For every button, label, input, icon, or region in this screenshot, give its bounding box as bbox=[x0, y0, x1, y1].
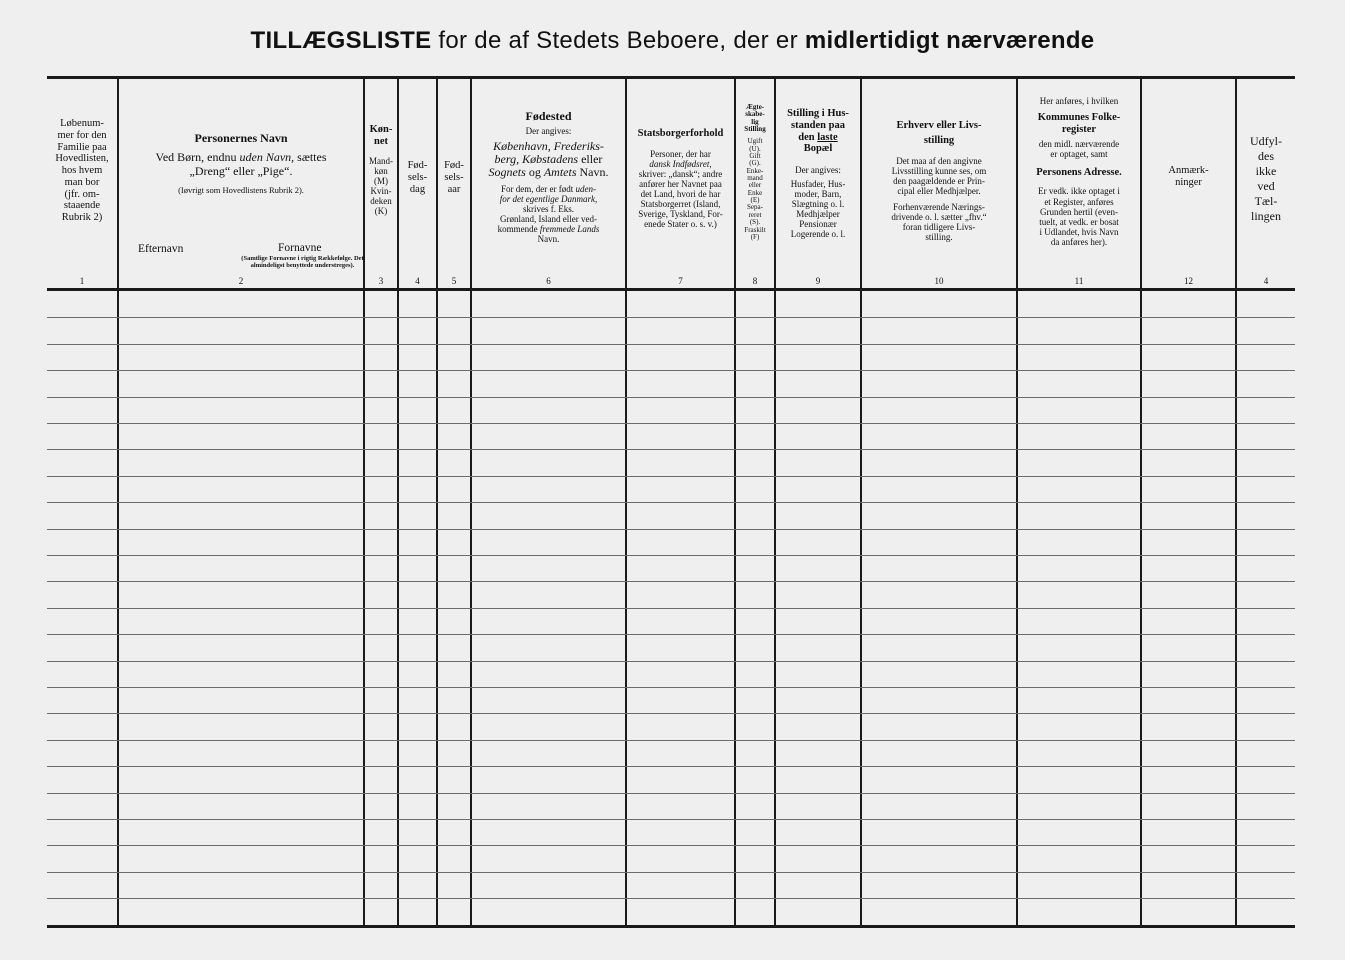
column-number: 8 bbox=[752, 276, 758, 286]
header-text: eller bbox=[581, 151, 603, 166]
header-line: staaende bbox=[63, 200, 101, 212]
row-line bbox=[47, 423, 1295, 424]
header-line: moder, Barn, bbox=[794, 189, 842, 200]
form-title bbox=[0, 27, 1345, 55]
top-rule bbox=[47, 76, 1295, 79]
header-heading: Køn- bbox=[369, 124, 393, 135]
header-line: Forhenværende Nærings- bbox=[893, 201, 985, 212]
header-heading: Fød- bbox=[444, 160, 464, 171]
row-line bbox=[47, 661, 1295, 662]
column-number: 7 bbox=[678, 276, 683, 286]
header-line: da anføres her). bbox=[1050, 236, 1108, 247]
header-text: uden Navn, bbox=[239, 150, 295, 165]
header-line: Grunden hertil (even- bbox=[1040, 206, 1118, 217]
header-not-filled bbox=[1237, 134, 1295, 324]
header-line: Løbenum- bbox=[60, 118, 104, 129]
header-birth-year bbox=[438, 160, 470, 350]
header-heading: Fødested bbox=[525, 110, 572, 123]
header-line: Ugift bbox=[747, 137, 763, 146]
header-heading: Statsborgerforhold bbox=[637, 128, 724, 139]
header-heading: Personens Adresse. bbox=[1036, 166, 1122, 178]
row-line bbox=[47, 476, 1295, 477]
header-line: deken bbox=[370, 195, 392, 206]
header-heading: Stilling bbox=[744, 125, 766, 134]
header-line: Pensionær bbox=[799, 219, 837, 230]
header-text: Der angives: bbox=[525, 126, 572, 137]
header-line: Enke bbox=[747, 188, 763, 197]
header-text: Navn. bbox=[579, 165, 609, 180]
header-line: Udfyl- bbox=[1250, 134, 1282, 148]
header-line: Livsstilling kunne ses, om bbox=[891, 165, 987, 176]
header-line: hos hvem bbox=[61, 165, 103, 176]
row-line bbox=[47, 687, 1295, 688]
header-household-position bbox=[776, 108, 860, 298]
header-citizenship bbox=[627, 128, 734, 318]
header-heading: Stilling i Hus- bbox=[787, 108, 849, 119]
header-line: køn bbox=[374, 165, 388, 176]
header-line: eller bbox=[748, 181, 762, 190]
header-line: (E) bbox=[750, 196, 760, 205]
header-line: Medhjælper bbox=[796, 209, 840, 220]
header-text: Navn. bbox=[537, 234, 560, 245]
row-line bbox=[47, 845, 1295, 846]
header-heading: net bbox=[374, 135, 388, 147]
header-heading: stilling bbox=[923, 134, 955, 146]
row-line bbox=[47, 608, 1295, 609]
header-line: mer for den bbox=[57, 129, 107, 141]
row-line bbox=[47, 344, 1295, 345]
row-line bbox=[47, 370, 1295, 371]
header-heading: standen paa bbox=[791, 119, 845, 131]
header-line: Statsborgerret (Island, bbox=[640, 199, 721, 210]
header-heading: Anmærk- bbox=[1168, 165, 1209, 176]
header-line: det Land, hvori de har bbox=[640, 189, 721, 200]
header-line: lingen bbox=[1251, 209, 1281, 223]
row-line bbox=[47, 766, 1295, 767]
header-heading: sels- bbox=[444, 171, 464, 183]
header-note: (Iøvrigt som Hovedlistens Rubrik 2). bbox=[178, 185, 304, 196]
column-number: 9 bbox=[815, 276, 821, 286]
header-line: enede Stater o. s. v.) bbox=[644, 219, 717, 230]
header-line: Enke- bbox=[746, 166, 764, 175]
header-text: kommende bbox=[497, 224, 538, 235]
header-text: Ved Børn, endnu bbox=[155, 150, 237, 165]
header-heading: dag bbox=[409, 183, 426, 195]
header-line: Er vedk. ikke optaget i bbox=[1038, 186, 1120, 197]
header-line: Sepa- bbox=[747, 203, 763, 212]
header-line: Husfader, Hus- bbox=[790, 179, 846, 190]
header-text: Her anføres, i hvilken bbox=[1039, 96, 1119, 106]
header-heading: Kommunes Folke- bbox=[1037, 112, 1121, 124]
row-line bbox=[47, 502, 1295, 503]
header-line: mand bbox=[747, 174, 763, 183]
header-text: og bbox=[528, 165, 541, 180]
header-line: man bor bbox=[64, 176, 100, 188]
header-text: fremmede Lands bbox=[539, 224, 600, 235]
header-line: den midl. nærværende bbox=[1038, 138, 1120, 149]
header-line: (F) bbox=[750, 232, 760, 241]
row-line bbox=[47, 793, 1295, 794]
header-heading: skabe- bbox=[745, 110, 765, 119]
header-line: Hovedlisten, bbox=[55, 153, 109, 165]
header-heading: lig bbox=[751, 117, 759, 126]
header-line: dansk Indfødsret, bbox=[649, 158, 712, 169]
header-heading: Fød- bbox=[407, 160, 428, 171]
header-line: Logerende o. l. bbox=[790, 229, 846, 240]
header-line: (K) bbox=[374, 205, 388, 216]
header-text: For dem, der er født bbox=[501, 183, 574, 194]
header-heading: ninger bbox=[1175, 176, 1202, 188]
column-number: 1 bbox=[79, 276, 85, 286]
header-text: Der angives: bbox=[795, 165, 841, 175]
row-line bbox=[47, 449, 1295, 450]
row-line bbox=[47, 397, 1295, 398]
header-line: i Udlandet, hvis Navn bbox=[1039, 226, 1119, 237]
header-line: foran tidligere Livs- bbox=[902, 221, 976, 232]
bottom-rule bbox=[47, 925, 1295, 928]
column-number: 4 bbox=[1263, 276, 1269, 286]
header-line: er optaget, samt bbox=[1050, 148, 1108, 159]
header-line: Kvin- bbox=[370, 185, 392, 196]
column-number: 3 bbox=[378, 276, 384, 286]
header-text: uden- bbox=[575, 183, 596, 194]
column-number: 6 bbox=[546, 276, 551, 286]
header-heading: Ægte- bbox=[745, 104, 765, 111]
header-heading: Personernes Navn bbox=[194, 132, 288, 145]
column-number: 2 bbox=[238, 276, 244, 286]
header-line: drivende o. l. sætter „fhv.“ bbox=[891, 211, 987, 222]
header-text: København, Frederiks- bbox=[493, 138, 604, 153]
header-remarks bbox=[1142, 165, 1235, 355]
header-line: (S). bbox=[749, 218, 761, 227]
header-text: for det egentlige Danmark, bbox=[499, 193, 598, 204]
header-line: Fraskilt bbox=[744, 225, 766, 234]
subheader-first-names: Fornavne bbox=[278, 242, 322, 254]
subheader-surname: Efternavn bbox=[138, 243, 184, 255]
row-line bbox=[47, 581, 1295, 582]
header-person-name bbox=[119, 132, 363, 322]
header-heading: laste bbox=[817, 131, 838, 143]
row-line bbox=[47, 898, 1295, 899]
row-line bbox=[47, 634, 1295, 635]
header-heading: aar bbox=[447, 183, 461, 195]
header-line: den paagældende er Prin- bbox=[893, 175, 985, 186]
header-line: Personer, der har bbox=[650, 148, 711, 159]
header-text: skrives f. Eks. bbox=[523, 203, 574, 214]
header-line: Det maa af den angivne bbox=[896, 155, 982, 166]
header-line: cipal eller Medhjælper. bbox=[897, 185, 981, 196]
header-line: skriver: „dansk“; andre bbox=[638, 168, 723, 179]
header-line: reret bbox=[748, 210, 762, 219]
header-line: Tæl- bbox=[1254, 194, 1278, 208]
header-line: (U). bbox=[749, 144, 761, 153]
header-line: anfører her Navnet paa bbox=[639, 178, 722, 189]
header-birthplace bbox=[472, 110, 625, 300]
header-line: Sverige, Tyskland, For- bbox=[638, 209, 723, 220]
header-line: Gift bbox=[749, 152, 761, 161]
title-part-1: TILLÆGSLISTE bbox=[250, 27, 432, 54]
header-birth-day bbox=[399, 160, 436, 350]
header-line: Familie paa bbox=[57, 141, 107, 153]
column-number: 11 bbox=[1074, 276, 1084, 286]
header-text: sættes bbox=[297, 150, 327, 165]
row-line bbox=[47, 555, 1295, 556]
header-text: Amtets bbox=[543, 165, 577, 180]
header-line: et Register, anføres bbox=[1044, 196, 1114, 207]
subheader-first-names-note: (Samtlige Fornavne i rigtig Rækkefølge. Det almindeligst benyttede understreges). bbox=[241, 255, 364, 269]
row-line bbox=[47, 819, 1295, 820]
header-line: ikke bbox=[1255, 164, 1277, 178]
header-line: (jfr. om- bbox=[64, 188, 100, 200]
column-number: 4 bbox=[415, 276, 420, 286]
header-line: stilling. bbox=[925, 232, 953, 243]
header-text: Sognets bbox=[488, 165, 526, 180]
header-heading: Erhverv eller Livs- bbox=[896, 120, 982, 131]
header-text: Grønland, Island eller ved- bbox=[500, 214, 597, 225]
row-line bbox=[47, 872, 1295, 873]
row-line bbox=[47, 529, 1295, 530]
header-population-register bbox=[1018, 96, 1140, 286]
header-line: des bbox=[1258, 149, 1274, 163]
header-heading: register bbox=[1061, 123, 1097, 135]
header-marital-status bbox=[736, 104, 774, 294]
title-part-2: for de af Stedets Beboere, der er bbox=[438, 27, 798, 54]
header-line: Mand- bbox=[369, 155, 393, 166]
header-line: ved bbox=[1257, 179, 1275, 193]
row-line bbox=[47, 713, 1295, 714]
column-number: 5 bbox=[451, 276, 457, 286]
header-heading: sels- bbox=[407, 171, 428, 183]
header-line: tuelt, at vedk. er bosat bbox=[1039, 216, 1119, 227]
header-heading: den bbox=[798, 131, 815, 143]
column-number: 12 bbox=[1184, 276, 1193, 286]
header-text: berg, Købstadens bbox=[494, 151, 579, 166]
title-part-3: midlertidigt nærværende bbox=[804, 27, 1095, 54]
column-number: 10 bbox=[934, 276, 944, 286]
header-line: Rubrik 2) bbox=[61, 212, 103, 223]
row-line bbox=[47, 740, 1295, 741]
header-text: „Dreng“ eller „Pige“. bbox=[189, 163, 293, 178]
header-heading: Bopæl bbox=[803, 143, 833, 155]
header-line: (M) bbox=[374, 175, 388, 186]
header-line: (G). bbox=[749, 159, 761, 168]
header-line: Slægtning o. l. bbox=[791, 199, 845, 210]
